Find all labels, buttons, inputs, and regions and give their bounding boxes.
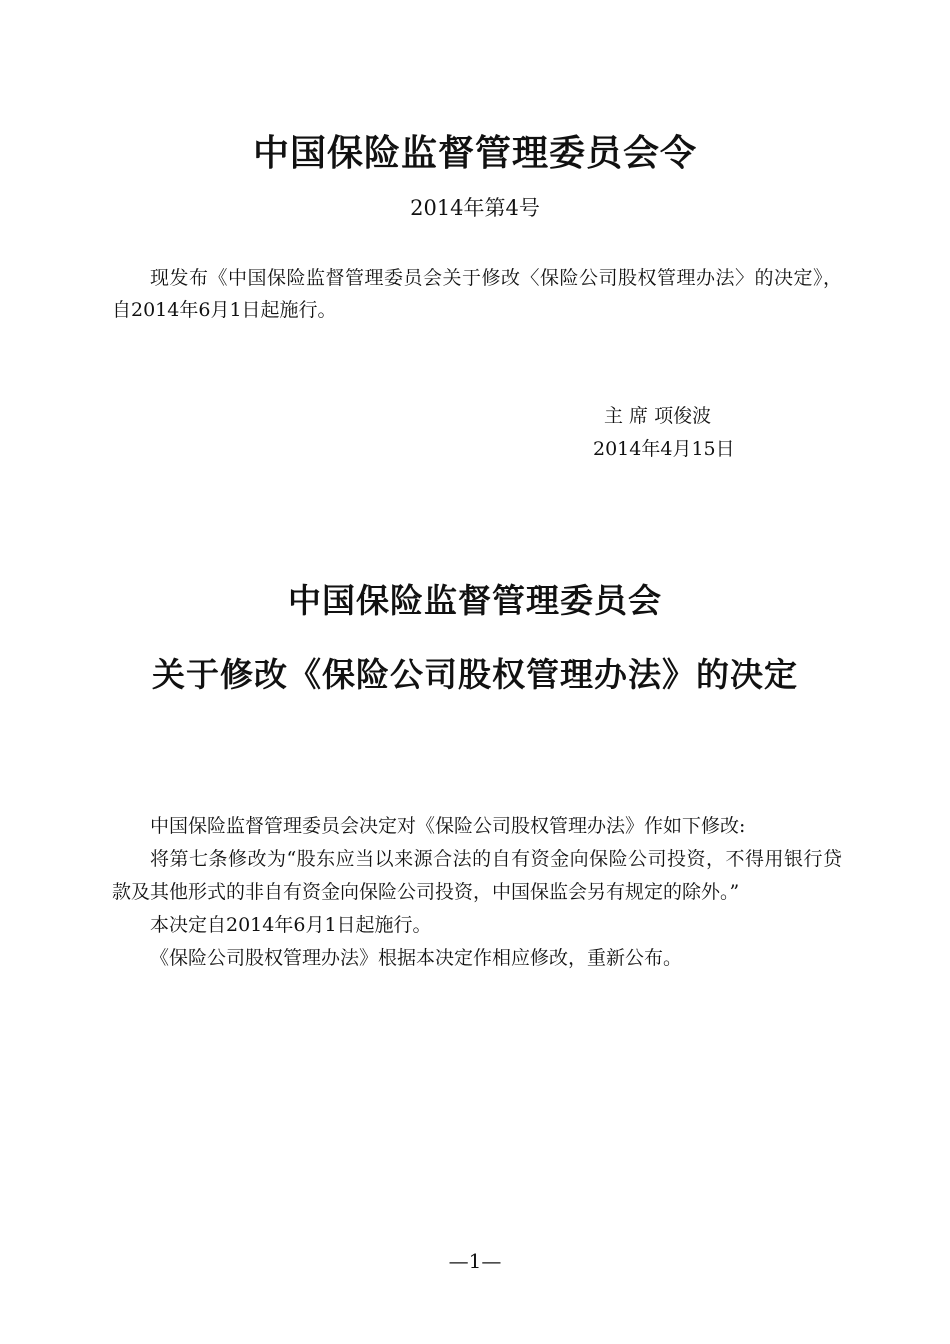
body-paragraph: 《保险公司股权管理办法》根据本决定作相应修改，重新公布。 bbox=[150, 947, 683, 969]
body-paragraph: 将第七条修改为“股东应当以来源合法的自有资金向保险公司投资，不得用银行贷款及其他形式的非自有资金向保险公司投资，中国保监会另有规定的除外。” bbox=[112, 848, 842, 903]
sign-date: 2014年4月15日 bbox=[593, 438, 735, 460]
decision-title-line2: 关于修改《保险公司股权管理办法》的决定 bbox=[152, 655, 798, 694]
signer: 主 席 项俊波 bbox=[604, 405, 712, 427]
body-paragraph: 本决定自2014年6月1日起施行。 bbox=[150, 914, 432, 936]
decision-body bbox=[112, 810, 842, 975]
intro-paragraph: 现发布《中国保险监督管理委员会关于修改〈保险公司股权管理办法〉的决定》，自2014年6月1日起施行。 bbox=[112, 267, 842, 321]
decision-title-line1: 中国保险监督管理委员会 bbox=[288, 581, 662, 620]
body-paragraph: 中国保险监督管理委员会决定对《保险公司股权管理办法》作如下修改: bbox=[150, 815, 746, 837]
order-number: 2014年第4号 bbox=[410, 196, 540, 220]
page-number: —1— bbox=[448, 1249, 502, 1273]
order-title: 中国保险监督管理委员会令 bbox=[252, 132, 697, 174]
